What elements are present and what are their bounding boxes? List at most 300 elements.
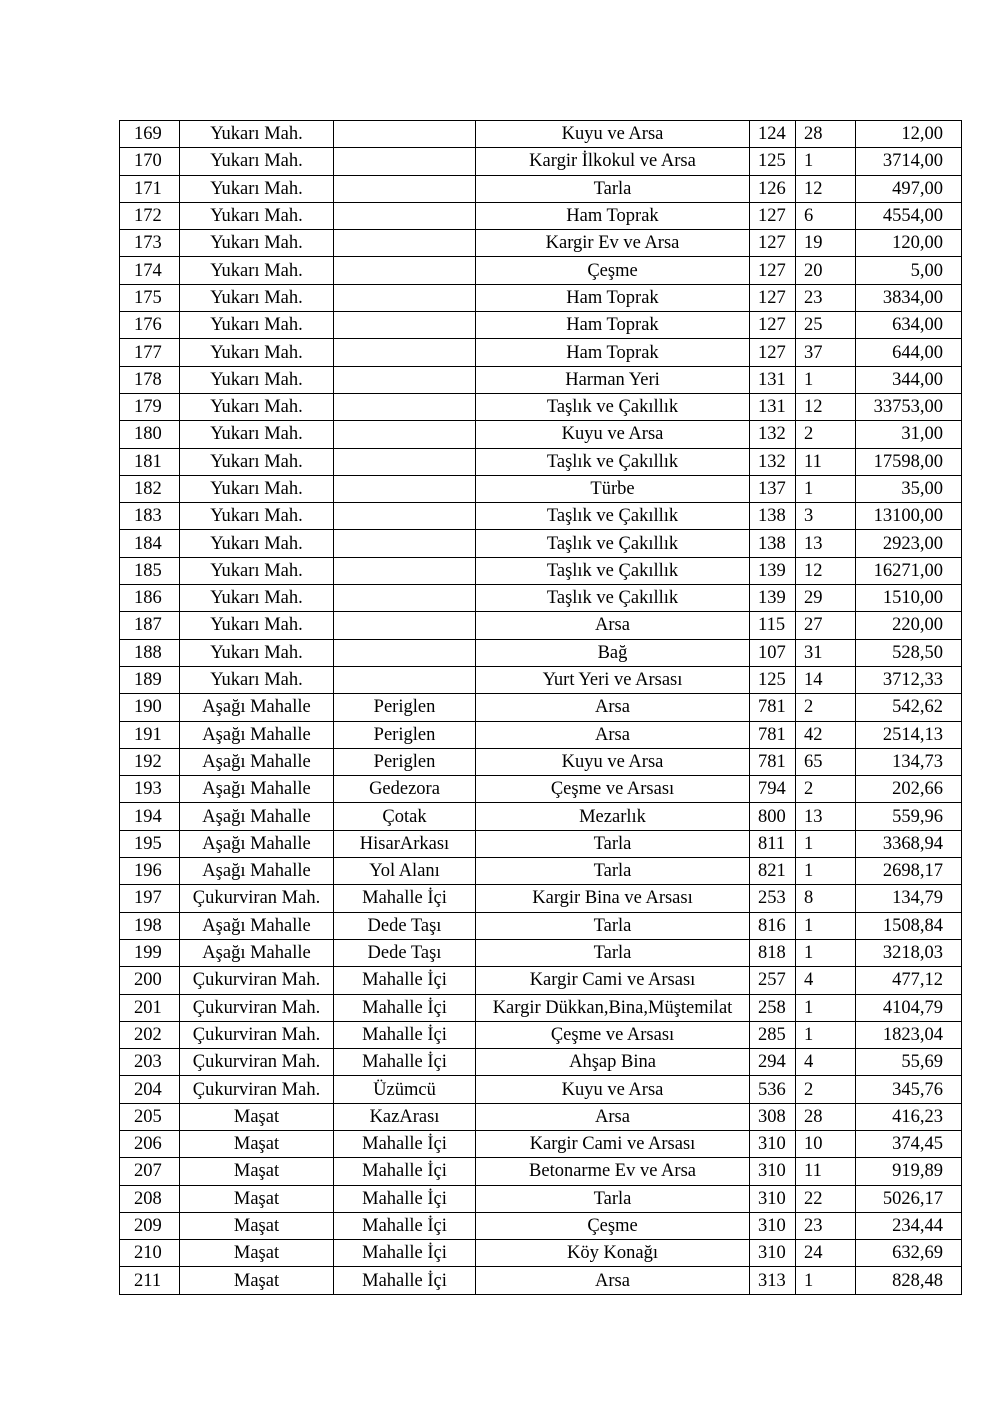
parcel-cell: 1 [796, 1021, 856, 1048]
location-cell: Gedezora [334, 776, 476, 803]
property-type-cell: Arsa [476, 1103, 750, 1130]
row-number: 194 [120, 803, 180, 830]
neighborhood-cell: Yukarı Mah. [180, 639, 334, 666]
row-number: 185 [120, 557, 180, 584]
row-number: 200 [120, 967, 180, 994]
area-cell: 1508,84 [856, 912, 962, 939]
table-row [120, 421, 962, 448]
block-cell: 821 [750, 858, 796, 885]
table-row [120, 694, 962, 721]
row-number: 177 [120, 339, 180, 366]
table-row [120, 393, 962, 420]
table-row [120, 885, 962, 912]
property-type-cell: Betonarme Ev ve Arsa [476, 1158, 750, 1185]
neighborhood-cell: Maşat [180, 1158, 334, 1185]
table-row [120, 1076, 962, 1103]
location-cell: Dede Taşı [334, 939, 476, 966]
parcel-cell: 11 [796, 1158, 856, 1185]
location-cell: Mahalle İçi [334, 1240, 476, 1267]
location-cell [334, 312, 476, 339]
area-cell: 3218,03 [856, 939, 962, 966]
block-cell: 137 [750, 475, 796, 502]
neighborhood-cell: Yukarı Mah. [180, 448, 334, 475]
neighborhood-cell: Yukarı Mah. [180, 557, 334, 584]
row-number: 178 [120, 366, 180, 393]
location-cell: Periglen [334, 721, 476, 748]
neighborhood-cell: Yukarı Mah. [180, 585, 334, 612]
location-cell [334, 366, 476, 393]
parcel-cell: 28 [796, 121, 856, 148]
area-cell: 120,00 [856, 230, 962, 257]
parcel-cell: 1 [796, 1267, 856, 1294]
neighborhood-cell: Yukarı Mah. [180, 612, 334, 639]
property-type-cell: Kargir İlkokul ve Arsa [476, 148, 750, 175]
neighborhood-cell: Çukurviran Mah. [180, 1076, 334, 1103]
table-row [120, 912, 962, 939]
parcel-cell: 13 [796, 803, 856, 830]
block-cell: 257 [750, 967, 796, 994]
area-cell: 4554,00 [856, 202, 962, 229]
block-cell: 310 [750, 1212, 796, 1239]
neighborhood-cell: Maşat [180, 1212, 334, 1239]
property-type-cell: Arsa [476, 694, 750, 721]
table-row [120, 994, 962, 1021]
parcel-cell: 13 [796, 530, 856, 557]
neighborhood-cell: Aşağı Mahalle [180, 721, 334, 748]
row-number: 176 [120, 312, 180, 339]
property-type-cell: Kuyu ve Arsa [476, 1076, 750, 1103]
area-cell: 3834,00 [856, 284, 962, 311]
row-number: 190 [120, 694, 180, 721]
block-cell: 800 [750, 803, 796, 830]
location-cell: Mahalle İçi [334, 1049, 476, 1076]
area-cell: 13100,00 [856, 503, 962, 530]
block-cell: 294 [750, 1049, 796, 1076]
property-type-cell: Taşlık ve Çakıllık [476, 448, 750, 475]
neighborhood-cell: Yukarı Mah. [180, 148, 334, 175]
row-number: 204 [120, 1076, 180, 1103]
property-type-cell: Kargir Cami ve Arsası [476, 967, 750, 994]
block-cell: 816 [750, 912, 796, 939]
row-number: 196 [120, 858, 180, 885]
table-row [120, 530, 962, 557]
parcel-cell: 4 [796, 1049, 856, 1076]
block-cell: 132 [750, 448, 796, 475]
block-cell: 139 [750, 585, 796, 612]
parcel-cell: 20 [796, 257, 856, 284]
table-row [120, 284, 962, 311]
property-type-cell: Tarla [476, 830, 750, 857]
row-number: 195 [120, 830, 180, 857]
block-cell: 253 [750, 885, 796, 912]
table-row [120, 121, 962, 148]
parcel-cell: 6 [796, 202, 856, 229]
property-type-cell: Taşlık ve Çakıllık [476, 557, 750, 584]
area-cell: 528,50 [856, 639, 962, 666]
table-row [120, 202, 962, 229]
row-number: 172 [120, 202, 180, 229]
location-cell: Mahalle İçi [334, 1158, 476, 1185]
neighborhood-cell: Yukarı Mah. [180, 175, 334, 202]
row-number: 174 [120, 257, 180, 284]
neighborhood-cell: Çukurviran Mah. [180, 885, 334, 912]
table-body [120, 121, 962, 1295]
table-row [120, 1130, 962, 1157]
neighborhood-cell: Aşağı Mahalle [180, 858, 334, 885]
row-number: 203 [120, 1049, 180, 1076]
property-type-cell: Tarla [476, 912, 750, 939]
neighborhood-cell: Yukarı Mah. [180, 530, 334, 557]
table-row [120, 1240, 962, 1267]
area-cell: 632,69 [856, 1240, 962, 1267]
parcel-cell: 23 [796, 1212, 856, 1239]
block-cell: 310 [750, 1130, 796, 1157]
parcel-cell: 1 [796, 858, 856, 885]
location-cell [334, 448, 476, 475]
parcel-cell: 8 [796, 885, 856, 912]
location-cell: KazArası [334, 1103, 476, 1130]
table-row [120, 230, 962, 257]
table-row [120, 1267, 962, 1294]
parcel-cell: 10 [796, 1130, 856, 1157]
row-number: 191 [120, 721, 180, 748]
area-cell: 31,00 [856, 421, 962, 448]
table-row [120, 721, 962, 748]
property-type-cell: Harman Yeri [476, 366, 750, 393]
neighborhood-cell: Yukarı Mah. [180, 475, 334, 502]
property-type-cell: Kuyu ve Arsa [476, 121, 750, 148]
row-number: 199 [120, 939, 180, 966]
neighborhood-cell: Maşat [180, 1130, 334, 1157]
property-type-cell: Kargir Dükkan,Bina,Müştemilat [476, 994, 750, 1021]
row-number: 192 [120, 748, 180, 775]
area-cell: 477,12 [856, 967, 962, 994]
parcel-cell: 1 [796, 366, 856, 393]
parcel-cell: 65 [796, 748, 856, 775]
neighborhood-cell: Yukarı Mah. [180, 284, 334, 311]
location-cell: HisarArkası [334, 830, 476, 857]
table-row [120, 639, 962, 666]
row-number: 205 [120, 1103, 180, 1130]
table-row [120, 1049, 962, 1076]
location-cell: Mahalle İçi [334, 1130, 476, 1157]
parcel-cell: 2 [796, 694, 856, 721]
area-cell: 5,00 [856, 257, 962, 284]
block-cell: 536 [750, 1076, 796, 1103]
table-row [120, 339, 962, 366]
area-cell: 134,73 [856, 748, 962, 775]
table-row [120, 1185, 962, 1212]
location-cell: Üzümcü [334, 1076, 476, 1103]
parcel-cell: 24 [796, 1240, 856, 1267]
parcel-cell: 1 [796, 148, 856, 175]
block-cell: 127 [750, 257, 796, 284]
table-row [120, 448, 962, 475]
location-cell: Mahalle İçi [334, 1212, 476, 1239]
location-cell [334, 639, 476, 666]
row-number: 179 [120, 393, 180, 420]
location-cell [334, 202, 476, 229]
area-cell: 2923,00 [856, 530, 962, 557]
block-cell: 138 [750, 530, 796, 557]
area-cell: 559,96 [856, 803, 962, 830]
row-number: 206 [120, 1130, 180, 1157]
area-cell: 1823,04 [856, 1021, 962, 1048]
property-type-cell: Bağ [476, 639, 750, 666]
property-type-cell: Tarla [476, 858, 750, 885]
parcel-cell: 28 [796, 1103, 856, 1130]
parcel-cell: 2 [796, 1076, 856, 1103]
table-row [120, 939, 962, 966]
row-number: 173 [120, 230, 180, 257]
block-cell: 127 [750, 284, 796, 311]
table-row [120, 1103, 962, 1130]
table-row [120, 1021, 962, 1048]
area-cell: 919,89 [856, 1158, 962, 1185]
table-row [120, 967, 962, 994]
area-cell: 4104,79 [856, 994, 962, 1021]
block-cell: 781 [750, 748, 796, 775]
block-cell: 127 [750, 339, 796, 366]
area-cell: 2514,13 [856, 721, 962, 748]
parcel-cell: 12 [796, 175, 856, 202]
row-number: 210 [120, 1240, 180, 1267]
property-type-cell: Kargir Bina ve Arsası [476, 885, 750, 912]
property-type-cell: Kargir Ev ve Arsa [476, 230, 750, 257]
neighborhood-cell: Maşat [180, 1240, 334, 1267]
row-number: 170 [120, 148, 180, 175]
neighborhood-cell: Aşağı Mahalle [180, 776, 334, 803]
parcel-cell: 22 [796, 1185, 856, 1212]
neighborhood-cell: Yukarı Mah. [180, 421, 334, 448]
table-row [120, 803, 962, 830]
area-cell: 3368,94 [856, 830, 962, 857]
area-cell: 35,00 [856, 475, 962, 502]
block-cell: 131 [750, 393, 796, 420]
row-number: 207 [120, 1158, 180, 1185]
property-type-cell: Ham Toprak [476, 284, 750, 311]
location-cell: Yol Alanı [334, 858, 476, 885]
block-cell: 310 [750, 1240, 796, 1267]
table-row [120, 585, 962, 612]
area-cell: 374,45 [856, 1130, 962, 1157]
property-type-cell: Kargir Cami ve Arsası [476, 1130, 750, 1157]
location-cell: Mahalle İçi [334, 1021, 476, 1048]
neighborhood-cell: Aşağı Mahalle [180, 912, 334, 939]
neighborhood-cell: Aşağı Mahalle [180, 748, 334, 775]
area-cell: 828,48 [856, 1267, 962, 1294]
area-cell: 5026,17 [856, 1185, 962, 1212]
parcel-cell: 2 [796, 776, 856, 803]
block-cell: 125 [750, 666, 796, 693]
parcel-cell: 4 [796, 967, 856, 994]
block-cell: 127 [750, 312, 796, 339]
neighborhood-cell: Yukarı Mah. [180, 257, 334, 284]
property-type-cell: Yurt Yeri ve Arsası [476, 666, 750, 693]
block-cell: 781 [750, 694, 796, 721]
property-type-cell: Tarla [476, 1185, 750, 1212]
neighborhood-cell: Çukurviran Mah. [180, 967, 334, 994]
neighborhood-cell: Çukurviran Mah. [180, 994, 334, 1021]
location-cell [334, 421, 476, 448]
table-row [120, 312, 962, 339]
property-type-cell: Ham Toprak [476, 339, 750, 366]
table-row [120, 830, 962, 857]
block-cell: 127 [750, 230, 796, 257]
property-type-cell: Çeşme [476, 257, 750, 284]
location-cell [334, 612, 476, 639]
property-table [119, 120, 962, 1295]
parcel-cell: 11 [796, 448, 856, 475]
parcel-cell: 42 [796, 721, 856, 748]
block-cell: 139 [750, 557, 796, 584]
block-cell: 127 [750, 202, 796, 229]
area-cell: 55,69 [856, 1049, 962, 1076]
property-type-cell: Ham Toprak [476, 202, 750, 229]
location-cell: Mahalle İçi [334, 994, 476, 1021]
table-row [120, 475, 962, 502]
property-type-cell: Kuyu ve Arsa [476, 748, 750, 775]
area-cell: 2698,17 [856, 858, 962, 885]
parcel-cell: 1 [796, 475, 856, 502]
area-cell: 234,44 [856, 1212, 962, 1239]
area-cell: 202,66 [856, 776, 962, 803]
parcel-cell: 12 [796, 557, 856, 584]
area-cell: 220,00 [856, 612, 962, 639]
area-cell: 416,23 [856, 1103, 962, 1130]
parcel-cell: 29 [796, 585, 856, 612]
location-cell: Çotak [334, 803, 476, 830]
row-number: 169 [120, 121, 180, 148]
area-cell: 17598,00 [856, 448, 962, 475]
location-cell: Periglen [334, 694, 476, 721]
property-type-cell: Taşlık ve Çakıllık [476, 503, 750, 530]
location-cell: Periglen [334, 748, 476, 775]
property-type-cell: Çeşme ve Arsası [476, 1021, 750, 1048]
block-cell: 125 [750, 148, 796, 175]
row-number: 186 [120, 585, 180, 612]
row-number: 183 [120, 503, 180, 530]
location-cell: Mahalle İçi [334, 885, 476, 912]
row-number: 187 [120, 612, 180, 639]
neighborhood-cell: Aşağı Mahalle [180, 830, 334, 857]
property-type-cell: Arsa [476, 612, 750, 639]
area-cell: 33753,00 [856, 393, 962, 420]
neighborhood-cell: Yukarı Mah. [180, 339, 334, 366]
parcel-cell: 1 [796, 830, 856, 857]
area-cell: 344,00 [856, 366, 962, 393]
location-cell [334, 230, 476, 257]
property-type-cell: Tarla [476, 939, 750, 966]
property-type-cell: Çeşme [476, 1212, 750, 1239]
row-number: 202 [120, 1021, 180, 1048]
row-number: 175 [120, 284, 180, 311]
area-cell: 345,76 [856, 1076, 962, 1103]
block-cell: 107 [750, 639, 796, 666]
neighborhood-cell: Yukarı Mah. [180, 666, 334, 693]
area-cell: 134,79 [856, 885, 962, 912]
location-cell: Mahalle İçi [334, 1267, 476, 1294]
block-cell: 258 [750, 994, 796, 1021]
property-type-cell: Tarla [476, 175, 750, 202]
property-type-cell: Kuyu ve Arsa [476, 421, 750, 448]
property-type-cell: Taşlık ve Çakıllık [476, 530, 750, 557]
block-cell: 310 [750, 1158, 796, 1185]
table-row [120, 175, 962, 202]
block-cell: 811 [750, 830, 796, 857]
neighborhood-cell: Aşağı Mahalle [180, 694, 334, 721]
parcel-cell: 37 [796, 339, 856, 366]
parcel-cell: 12 [796, 393, 856, 420]
area-cell: 644,00 [856, 339, 962, 366]
parcel-cell: 1 [796, 912, 856, 939]
location-cell [334, 503, 476, 530]
location-cell [334, 393, 476, 420]
area-cell: 12,00 [856, 121, 962, 148]
area-cell: 497,00 [856, 175, 962, 202]
table-row [120, 858, 962, 885]
neighborhood-cell: Yukarı Mah. [180, 393, 334, 420]
location-cell [334, 666, 476, 693]
row-number: 209 [120, 1212, 180, 1239]
block-cell: 126 [750, 175, 796, 202]
location-cell [334, 475, 476, 502]
property-type-cell: Köy Konağı [476, 1240, 750, 1267]
neighborhood-cell: Maşat [180, 1185, 334, 1212]
row-number: 198 [120, 912, 180, 939]
parcel-cell: 1 [796, 994, 856, 1021]
row-number: 197 [120, 885, 180, 912]
table-row [120, 366, 962, 393]
location-cell: Mahalle İçi [334, 1185, 476, 1212]
table-row [120, 1158, 962, 1185]
block-cell: 308 [750, 1103, 796, 1130]
location-cell [334, 148, 476, 175]
block-cell: 818 [750, 939, 796, 966]
parcel-cell: 14 [796, 666, 856, 693]
row-number: 184 [120, 530, 180, 557]
property-type-cell: Türbe [476, 475, 750, 502]
neighborhood-cell: Çukurviran Mah. [180, 1049, 334, 1076]
neighborhood-cell: Yukarı Mah. [180, 503, 334, 530]
location-cell [334, 257, 476, 284]
table-row [120, 776, 962, 803]
table-row [120, 257, 962, 284]
parcel-cell: 25 [796, 312, 856, 339]
row-number: 211 [120, 1267, 180, 1294]
location-cell: Dede Taşı [334, 912, 476, 939]
parcel-cell: 1 [796, 939, 856, 966]
table-row [120, 503, 962, 530]
table-row [120, 557, 962, 584]
parcel-cell: 19 [796, 230, 856, 257]
row-number: 182 [120, 475, 180, 502]
table-row [120, 748, 962, 775]
area-cell: 3714,00 [856, 148, 962, 175]
area-cell: 634,00 [856, 312, 962, 339]
location-cell [334, 530, 476, 557]
neighborhood-cell: Aşağı Mahalle [180, 803, 334, 830]
property-type-cell: Ahşap Bina [476, 1049, 750, 1076]
location-cell [334, 585, 476, 612]
block-cell: 138 [750, 503, 796, 530]
neighborhood-cell: Aşağı Mahalle [180, 939, 334, 966]
block-cell: 313 [750, 1267, 796, 1294]
area-cell: 16271,00 [856, 557, 962, 584]
location-cell [334, 121, 476, 148]
parcel-cell: 31 [796, 639, 856, 666]
neighborhood-cell: Yukarı Mah. [180, 121, 334, 148]
